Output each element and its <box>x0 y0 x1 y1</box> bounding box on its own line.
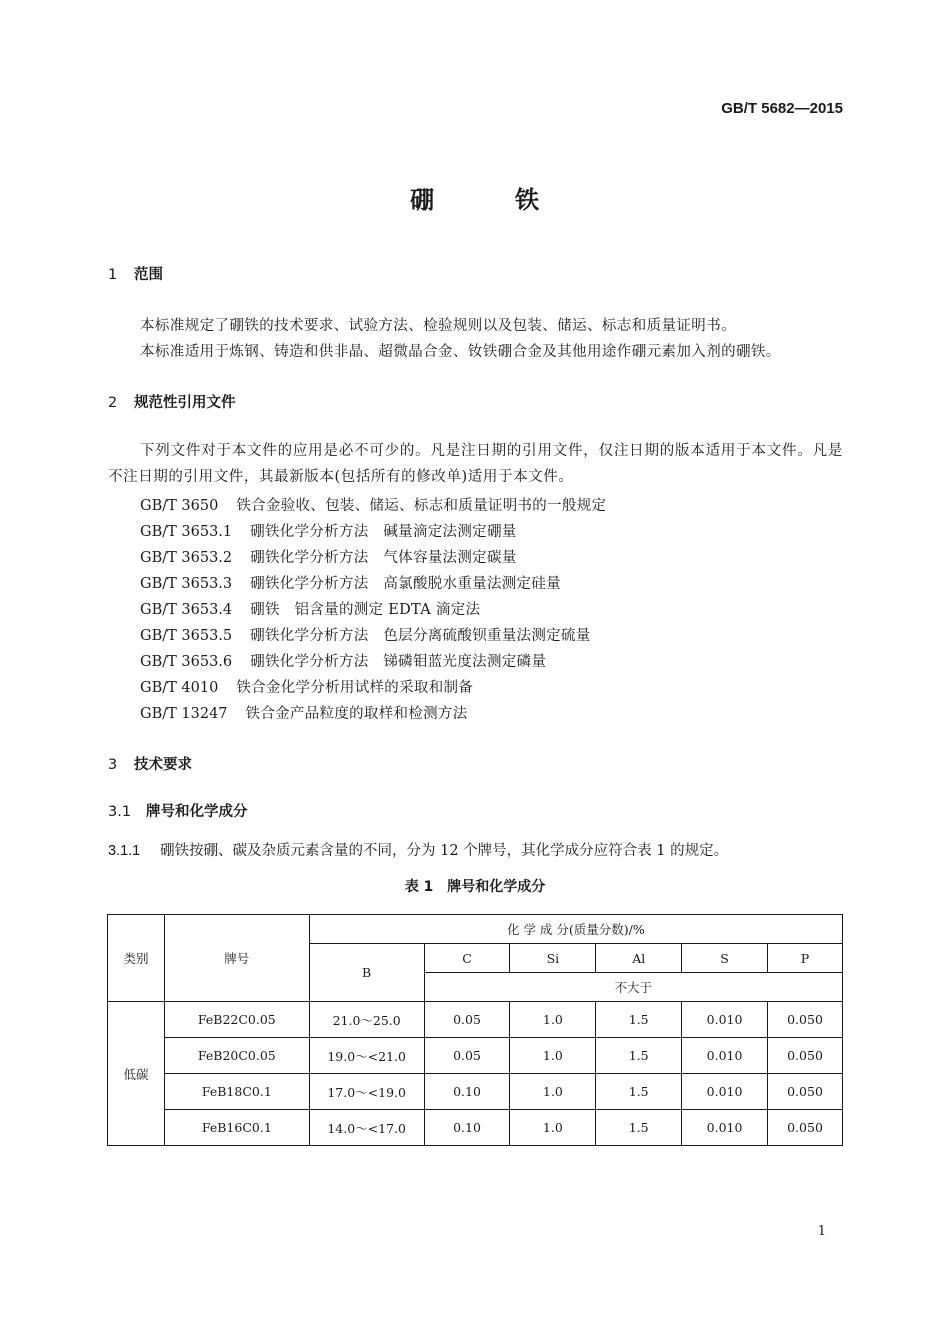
reference-title: 硼铁化学分析方法 气体容量法测定碳量 <box>250 550 517 566</box>
cell-grade: FeB18C0.1 <box>164 1074 309 1110</box>
cell-b: 14.0～<17.0 <box>309 1110 424 1146</box>
group-label: 低碳 <box>108 1002 165 1146</box>
section-3-1-title: 牌号和化学成分 <box>146 804 248 820</box>
cell-grade: FeB16C0.1 <box>164 1110 309 1146</box>
header-element-p: P <box>768 944 843 973</box>
section-3-1-number: 3.1 <box>108 804 132 820</box>
header-element-si: Si <box>510 944 596 973</box>
reference-title: 硼铁化学分析方法 色层分离硫酸钡重量法测定硫量 <box>250 628 591 644</box>
cell-p: 0.050 <box>768 1074 843 1110</box>
reference-code: GB/T 3650 <box>140 498 219 514</box>
standard-code: GB/T 5682—2015 <box>721 100 843 117</box>
cell-s: 0.010 <box>682 1038 768 1074</box>
title-part-2: 铁 <box>515 186 540 214</box>
reference-title: 铁合金化学分析用试样的采取和制备 <box>236 680 474 696</box>
cell-s: 0.010 <box>682 1002 768 1038</box>
table-row <box>108 1002 843 1038</box>
clause-3-1-1 <box>108 839 728 860</box>
reference-title: 铁合金产品粒度的取样和检测方法 <box>245 706 468 722</box>
table-row <box>108 1038 843 1074</box>
table-row <box>108 1074 843 1110</box>
section-3-number: 3 <box>108 757 118 773</box>
header-not-more-than: 不大于 <box>424 973 842 1002</box>
cell-s: 0.010 <box>682 1074 768 1110</box>
header-element-s: S <box>682 944 768 973</box>
header-element-c: C <box>424 944 510 973</box>
reference-item <box>140 676 473 697</box>
cell-p: 0.050 <box>768 1038 843 1074</box>
document-title <box>0 180 950 215</box>
reference-item <box>140 598 480 619</box>
reference-item <box>140 572 561 593</box>
section-1-heading <box>108 263 163 284</box>
cell-b: 21.0～25.0 <box>309 1002 424 1038</box>
reference-item <box>140 520 517 541</box>
page-number: 1 <box>817 1224 826 1239</box>
reference-item <box>140 546 517 567</box>
cell-grade: FeB20C0.05 <box>164 1038 309 1074</box>
reference-title: 硼铁 铝含量的测定 EDTA 滴定法 <box>250 602 481 618</box>
reference-code: GB/T 3653.1 <box>140 524 233 540</box>
section-1-title: 范围 <box>134 267 163 283</box>
reference-title: 硼铁化学分析方法 高氯酸脱水重量法测定硅量 <box>250 576 561 592</box>
reference-item <box>140 650 546 671</box>
cell-al: 1.5 <box>596 1002 682 1038</box>
cell-c: 0.05 <box>424 1038 510 1074</box>
section-2-title: 规范性引用文件 <box>134 395 236 411</box>
reference-code: GB/T 4010 <box>140 680 219 696</box>
cell-p: 0.050 <box>768 1002 843 1038</box>
section-2-heading <box>108 391 236 412</box>
cell-al: 1.5 <box>596 1074 682 1110</box>
table-1-caption: 表 1 牌号和化学成分 <box>404 879 546 895</box>
section-1-number: 1 <box>108 267 118 283</box>
cell-al: 1.5 <box>596 1038 682 1074</box>
cell-si: 1.0 <box>510 1074 596 1110</box>
cell-b: 19.0～<21.0 <box>309 1038 424 1074</box>
cell-si: 1.0 <box>510 1002 596 1038</box>
clause-3-1-1-number: 3.1.1 <box>108 843 141 859</box>
cell-c: 0.10 <box>424 1074 510 1110</box>
reference-title: 硼铁化学分析方法 碱量滴定法测定硼量 <box>250 524 517 540</box>
cell-b: 17.0～<19.0 <box>309 1074 424 1110</box>
cell-grade: FeB22C0.05 <box>164 1002 309 1038</box>
title-part-1: 硼 <box>410 186 435 214</box>
cell-si: 1.0 <box>510 1110 596 1146</box>
reference-item <box>140 494 606 515</box>
reference-code: GB/T 3653.5 <box>140 628 233 644</box>
reference-title: 铁合金验收、包装、储运、标志和质量证明书的一般规定 <box>236 498 607 514</box>
cell-si: 1.0 <box>510 1038 596 1074</box>
section-2-number: 2 <box>108 395 118 411</box>
reference-code: GB/T 3653.6 <box>140 654 233 670</box>
section-3-heading <box>108 753 192 774</box>
header-element-b: B <box>309 944 424 1002</box>
reference-code: GB/T 13247 <box>140 706 228 722</box>
header-grade: 牌号 <box>164 915 309 1002</box>
clause-3-1-1-text: 硼铁按硼、碳及杂质元素含量的不同，分为 12 个牌号，其化学成分应符合表 1 的规定。 <box>160 843 729 859</box>
cell-s: 0.010 <box>682 1110 768 1146</box>
header-category: 类别 <box>108 915 165 1002</box>
section-3-1-heading <box>108 800 248 821</box>
cell-c: 0.10 <box>424 1110 510 1146</box>
reference-item <box>140 624 591 645</box>
cell-c: 0.05 <box>424 1002 510 1038</box>
reference-code: GB/T 3653.3 <box>140 576 233 592</box>
table-row <box>108 1110 843 1146</box>
reference-item <box>140 702 468 723</box>
section-3-title: 技术要求 <box>134 757 192 773</box>
cell-p: 0.050 <box>768 1110 843 1146</box>
composition-table <box>107 914 843 1146</box>
reference-title: 硼铁化学分析方法 锑磷钼蓝光度法测定磷量 <box>250 654 547 670</box>
section-1-paragraph-2: 本标准适用于炼钢、铸造和供非晶、超微晶合金、钕铁硼合金及其他用途作硼元素加入剂的硼铁。 <box>140 344 781 360</box>
reference-code: GB/T 3653.4 <box>140 602 233 618</box>
reference-code: GB/T 3653.2 <box>140 550 233 566</box>
header-composition: 化 学 成 分(质量分数)/% <box>309 915 842 944</box>
cell-al: 1.5 <box>596 1110 682 1146</box>
section-2-intro: 下列文件对于本文件的应用是必不可少的。凡是注日期的引用文件，仅注日期的版本适用于本文件。凡是不注日期的引用文件，其最新版本(包括所有的修改单)适用于本文件。 <box>108 443 843 485</box>
header-element-al: Al <box>596 944 682 973</box>
section-1-paragraph-1: 本标准规定了硼铁的技术要求、试验方法、检验规则以及包装、储运、标志和质量证明书。 <box>140 318 736 334</box>
